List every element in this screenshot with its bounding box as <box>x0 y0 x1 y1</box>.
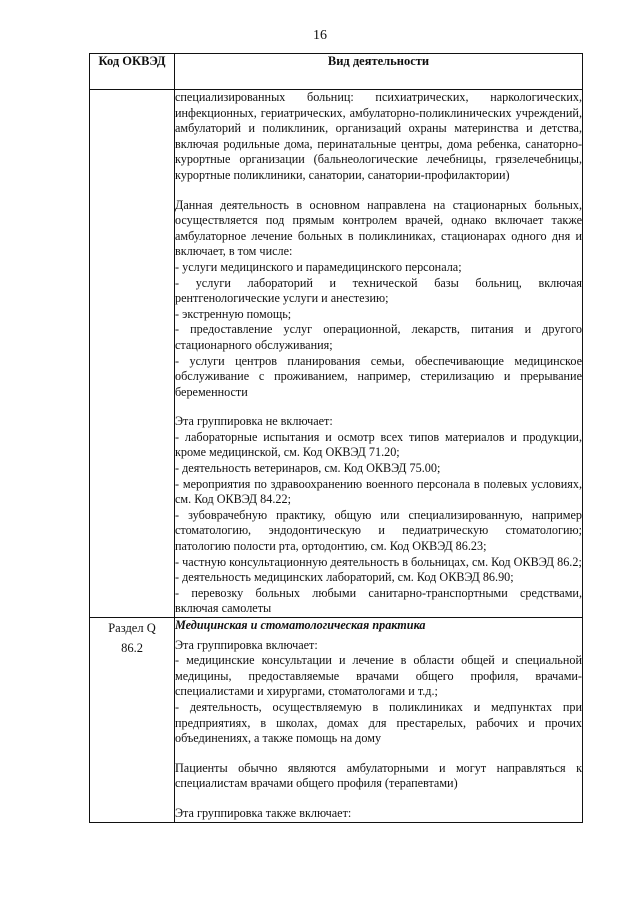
list-item: - зубоврачебную практику, общую или специализированную, например стоматологию, эндодонтическую и педиатрическую стоматологию; патологию полости рта, ортодонтию, см. Код ОКВЭД 86.23; <box>175 507 582 554</box>
table-row <box>90 90 583 618</box>
row1-excludes-intro: Эта группировка не включает: <box>175 414 333 429</box>
list-item: - услуги медицинского и парамедицинского персонала; <box>175 259 462 274</box>
row2-code-section: Раздел Q <box>108 621 156 635</box>
header-activity: Вид деятельности <box>175 54 583 90</box>
table-row <box>90 618 583 823</box>
page-number: 16 <box>313 28 327 43</box>
row2-title: Медицинская и стоматологическая практика <box>175 618 426 632</box>
row2-description <box>175 618 583 823</box>
list-item: - услуги лабораторий и технической базы больниц, включая рентгенологические услуги и анестезию; <box>175 275 582 306</box>
row1-code <box>90 90 175 618</box>
list-item: - перевозку больных любыми санитарно-транспортными средствами, включая самолеты <box>175 585 582 616</box>
list-item: - частную консультационную деятельность в больницах, см. Код ОКВЭД 86.2; <box>175 554 582 569</box>
row1-description <box>175 90 583 618</box>
row1-intro: Данная деятельность в основном направлена на стационарных больных, осуществляется под прямым контролем врачей, однако включает также амбулаторное лечение больных в поликлиниках, стационарах одного дня и включает, в том числе: <box>175 197 582 259</box>
row2-code-number: 86.2 <box>121 641 143 655</box>
list-item: - деятельность медицинских лабораторий, см. Код ОКВЭД 86.90; <box>175 570 514 585</box>
list-item: - услуги центров планирования семьи, обеспечивающие медицинское обслуживание с проживанием, например, стерилизацию и прерывание беременности <box>175 353 582 399</box>
okved-table <box>89 53 583 823</box>
list-item: - медицинские консультации и лечение в области общей и специальной медицины, предоставляемые врачами общего профиля, врачами-специалистами и хирургами, стоматологами и т.д.; <box>175 653 582 699</box>
row1-para1: специализированных больниц: психиатрических, наркологических, инфекционных, гериатрических, амбулаторно-поликлинических учреждений, амбулаторий и поликлиник, организаций охраны материнства и детства, включая родильные дома, перинатальные центры, дома ребенка, санаторно-курортные организации (бальнеологические лечебницы, грязелечебницы, курортные поликлиники, санатории, санатории-профилактории) <box>175 90 582 182</box>
header-code: Код ОКВЭД <box>90 54 175 90</box>
row2-code <box>90 618 175 823</box>
list-item: - деятельность ветеринаров, см. Код ОКВЭД 75.00; <box>175 461 441 476</box>
list-item: - предоставление услуг операционной, лекарств, питания и другого стационарного обслуживания; <box>175 322 582 352</box>
list-item: - лабораторные испытания и осмотр всех типов материалов и продукции, кроме медицинской, см. Код ОКВЭД 71.20; <box>175 429 582 460</box>
table-header-row <box>90 54 583 90</box>
list-item: - деятельность, осуществляемую в поликлиниках и медпунктах при предприятиях, в школах, домах для престарелых, рабочих и прочих объединениях, а также помощь на дому <box>175 699 582 746</box>
row2-includes-intro: Эта группировка включает: <box>175 637 318 652</box>
row2-note: Пациенты обычно являются амбулаторными и могут направляться к специалистам врачами общего профиля (терапевтами) <box>175 760 582 791</box>
list-item: - экстренную помощь; <box>175 306 292 321</box>
row2-also-intro: Эта группировка также включает: <box>175 805 352 820</box>
list-item: - мероприятия по здравоохранению военного персонала в полевых условиях, см. Код ОКВЭД 84.22; <box>175 476 582 507</box>
